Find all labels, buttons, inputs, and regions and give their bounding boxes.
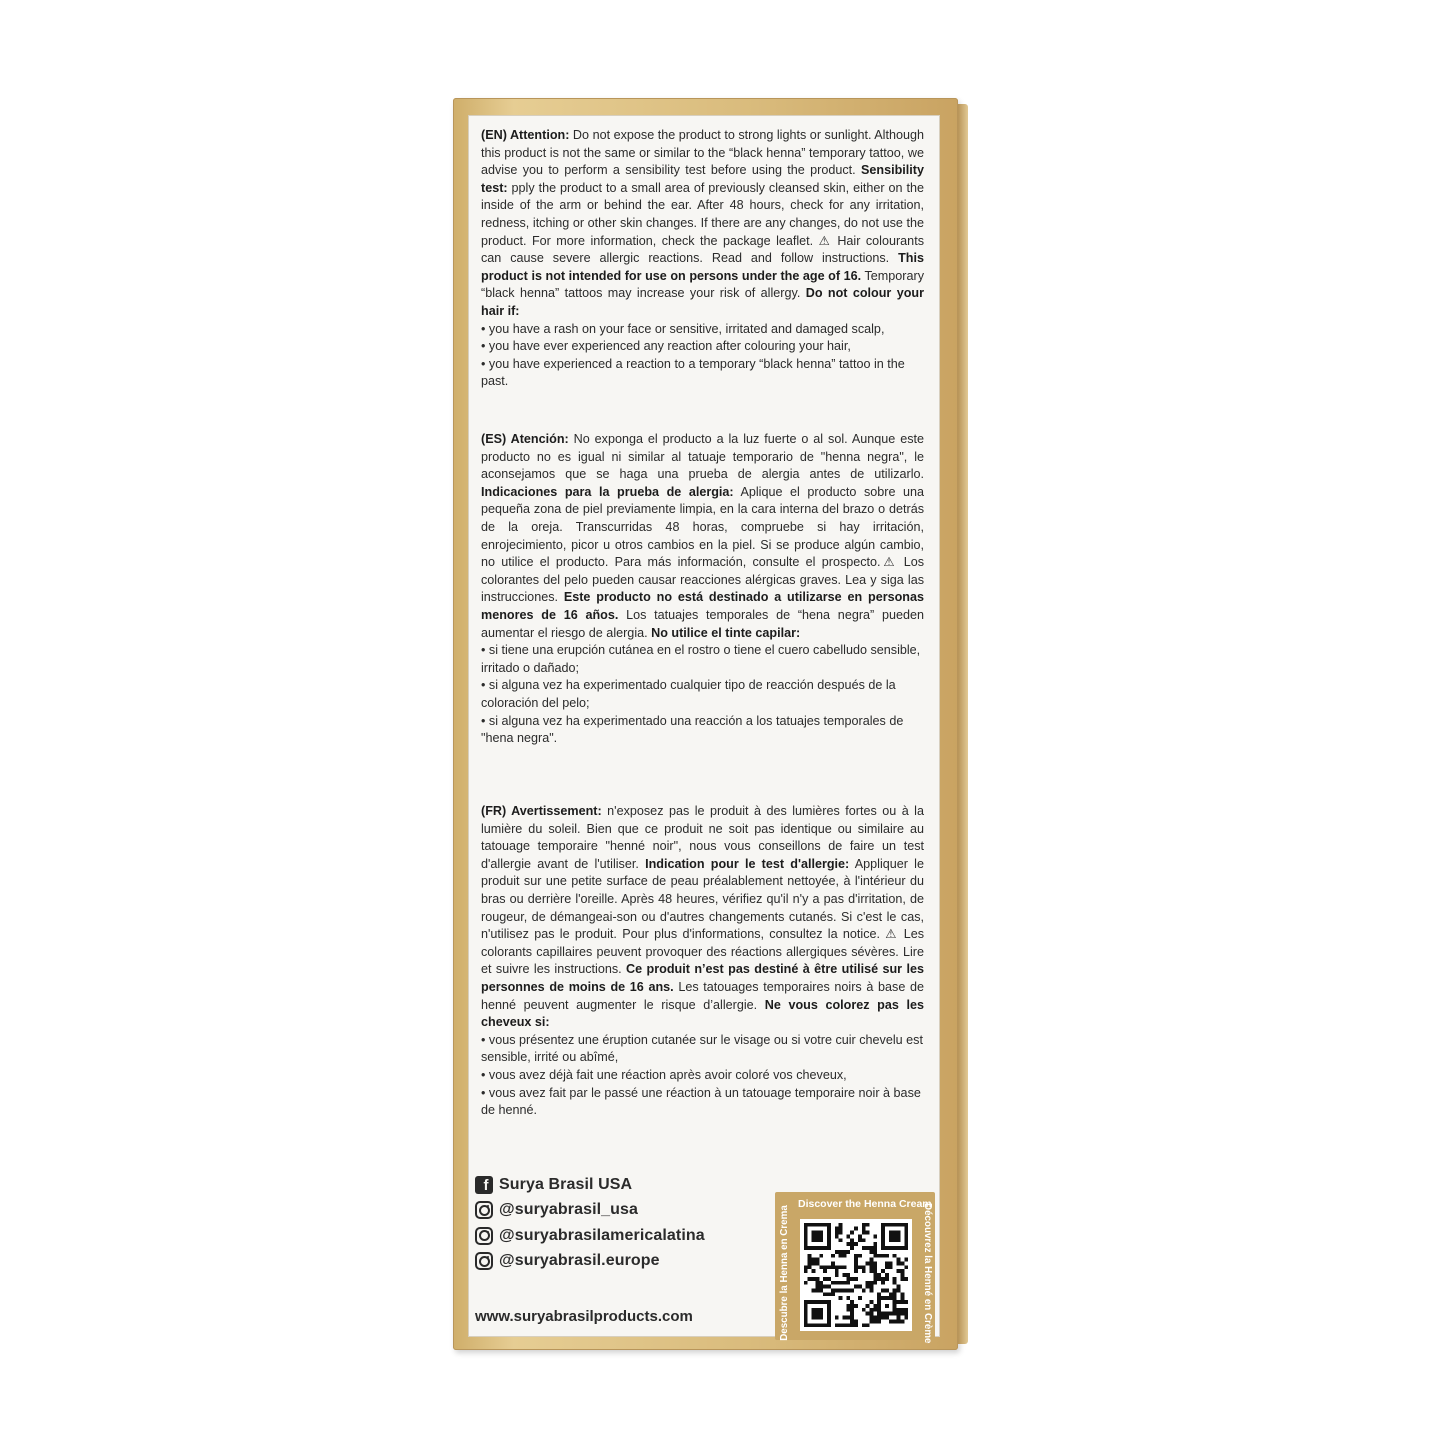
instagram-icon [475,1201,493,1219]
english-attention-label: (EN) Attention: [481,128,570,142]
social-label: Surya Brasil USA [499,1175,633,1193]
qr-block [775,1192,935,1344]
qr-code [800,1219,912,1331]
english-warning-paragraph: (EN) Attention: Do not expose the product to strong lights or sunlight. Although this product is not the same or similar to the “black henna” temporary tattoo, we advise you to perform a sensibility test before using the product. Sensibility test: pply the product to a small area of previously cleansed skin, either on the inside of the arm or behind the ear. After 48 hours, check for any irritation, redness, itching or other skin changes. If there are any changes, do not use the product. For more information, check the package leaflet. ⚠ Hair colourants can cause severe allergic reactions. Read and follow instructions. This product is not intended for use on persons under the age of 16. Temporary “black henna” tattoos may increase your risk of allergy. Do not colour your hair if: [481,128,925,318]
social-label: @suryabrasilamericalatina [499,1226,705,1244]
spanish-age-warning: Este producto no está destinado a utilizarse en personas menores de 16 años. [481,590,924,622]
spanish-do-not-label: No utilice el tinte capilar: [651,625,801,640]
qr-left-text: Descubre la Henna en Crema [779,1205,790,1341]
qr-code-graphic [800,1219,912,1331]
english-do-not-label: Do not colour your hair if: [481,286,925,318]
instagram-icon [475,1227,493,1245]
social-instagram-usa [475,1198,705,1224]
french-bullet: • vous présentez une éruption cutanée sur le visage ou si votre cuir chevelu est sensible, irrité ou abîmé, [481,1032,923,1065]
social-instagram-europe [475,1249,705,1275]
social-label: @suryabrasil.europe [499,1252,660,1270]
social-instagram-latam [475,1223,705,1249]
social-facebook [475,1172,705,1198]
spanish-test-label: Indicaciones para la prueba de alergia: [481,484,734,499]
french-warning-paragraph: (FR) Avertissement: n'exposez pas le produit à des lumières fortes ou à la lumière du soleil. Bien que ce produit ne soit pas identique ou similaire au tatouage temporaire "henné noir", nous vous conseillons de faire un test d'allergie avant de l'utiliser. Indication pour le test d'allergie: Appliquer le produit sur une petite surface de peau préalablement nettoyée, à l'intérieur du bras ou derrière l'oreille. Après 48 heures, vérifiez qu'il n'y a pas d'irritation, de rougeur, de démangeai-son ou d'autres changements cutanés. Si c'est le cas, n'utilisez pas le produit. Pour plus d'informations, consultez la notice. ⚠ Les colorants capillaires peuvent provoquer des réactions allergiques sévères. Lire et suivre les instructions. Ce produit n’est pas destiné à être utilisé sur les personnes de moins de 16 ans. Les tatouages temporaires noirs à base de henné peuvent augmenter le risque d’allergie. Ne vous colorez pas les cheveux si: [481,804,925,1030]
spanish-bullet: • si tiene una erupción cutánea en el rostro o tiene el cuero cabelludo sensible, irritado o dañado; [481,643,921,675]
section-spanish [481,431,924,748]
spanish-bullet: • si alguna vez ha experimentado cualquier tipo de reacción después de la coloración del pelo; [481,678,896,710]
qr-top-text: Discover the Henna Cream [798,1198,932,1210]
box-side-edge [958,104,968,1344]
spanish-warning-paragraph: (ES) Atención: No exponga el producto a la luz fuerte o al sol. Aunque este producto no es igual ni similar al tatuaje temporario de "henna negra", le aconsejamos que se haga una prueba de alergia antes de utilizarlo. Indicaciones para la prueba de alergia: Aplique el producto sobre una pequeña zona de piel previamente limpia, en la cara interna del brazo o detrás de la oreja. Transcurridas 48 horas, compruebe si hay irritación, enrojecimiento, picor u otros cambios en la piel. Si se produce algún cambio, no utilice el producto. Para más información, consulte el prospecto.⚠ Los colorantes del pelo pueden causar reacciones alérgicas graves. Lea y siga las instrucciones. Este producto no está destinado a utilizarse en personas menores de 16 años. Los tatuajes temporales de “hena negra” pueden aumentar el riesgo de alergia. No utilice el tinte capilar: [481,432,925,640]
english-test-label: Sensibility test: [481,163,924,195]
english-age-warning: This product is not intended for use on persons under the age of 16. [481,251,924,283]
french-test-label: Indication pour le test d'allergie: [645,856,850,871]
website-url: www.suryabrasilproducts.com [475,1308,693,1325]
english-bullet: • you have ever experienced any reaction after colouring your hair, [481,339,851,354]
social-links [475,1172,705,1274]
french-do-not-label: Ne vous colorez pas les cheveux si: [481,997,924,1030]
french-bullet: • vous avez fait par le passé une réaction à un tatouage temporaire noir à base de henné. [481,1085,921,1118]
section-french [481,803,924,1120]
french-bullet: • vous avez déjà fait une réaction après avoir coloré vos cheveux, [481,1067,847,1082]
english-bullet: • you have experienced a reaction to a temporary “black henna” tattoo in the past. [481,356,905,389]
french-attention-label: (FR) Avertissement: [481,804,602,818]
instagram-icon [475,1252,493,1270]
spanish-attention-label: (ES) Atención: [481,432,569,446]
english-bullet: • you have a rash on your face or sensitive, irritated and damaged scalp, [481,321,885,336]
social-label: @suryabrasil_usa [499,1201,639,1219]
facebook-icon: f [475,1176,493,1194]
french-age-warning: Ce produit n’est pas destiné à être utilisé sur les personnes de moins de 16 ans. [481,962,924,994]
section-english [481,127,924,391]
qr-right-text: Découvrez la Henné en Crème [922,1203,933,1344]
spanish-bullet: • si alguna vez ha experimentado una reacción a los tatuajes temporales de "hena negra". [481,713,904,746]
